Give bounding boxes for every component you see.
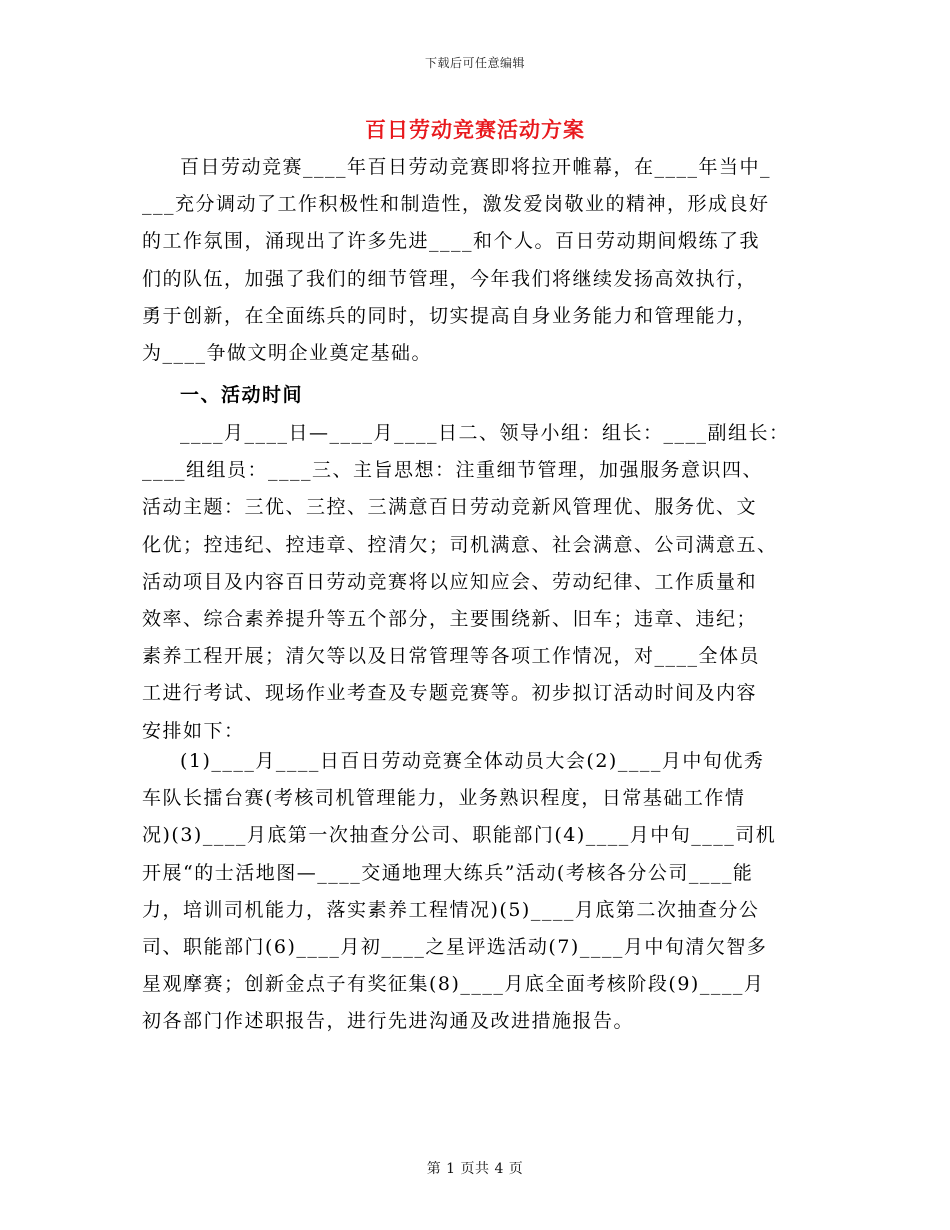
paragraph-line: 的工作氛围，涌现出了许多先进____和个人。百日劳动期间煅练了我 <box>142 230 761 253</box>
paragraph-line: 车队长擂台赛(考核司机管理能力，业务熟识程度，日常基础工作情 <box>142 787 746 810</box>
paragraph-line: ___充分调动了工作积极性和制造性，激发爱岗敬业的精神，形成良好 <box>142 193 770 216</box>
activity-details-paragraph <box>142 415 810 750</box>
paragraph-line: 况)(3)____月底第一次抽查分公司、职能部门(4)____月中旬____司机 <box>142 824 777 847</box>
paragraph-line: 活动项目及内容百日劳动竞赛将以应知应会、劳动纪律、工作质量和 <box>142 570 758 593</box>
paragraph-line: 工进行考试、现场作业考查及专题竞赛等。初步拟订活动时间及内容 <box>142 682 758 705</box>
paragraph-line: 安排如下： <box>142 719 245 742</box>
paragraph-line: 们的队伍，加强了我们的细节管理，今年我们将继续发扬高效执行， <box>142 267 758 290</box>
paragraph-line: 活动主题：三优、三控、三满意百日劳动竞新风管理优、服务优、文 <box>142 496 758 519</box>
paragraph-line: 司、职能部门(6)____月初____之星评选活动(7)____月中旬清欠智多 <box>142 936 768 959</box>
paragraph-line: 勇于创新，在全面练兵的同时，切实提高自身业务能力和管理能力， <box>142 304 758 327</box>
paragraph-line: 效率、综合素养提升等五个部分，主要围绕新、旧车；违章、违纪； <box>142 608 758 631</box>
page-footer: 第 1 页共 4 页 <box>426 1161 524 1177</box>
paragraph-line: 力，培训司机能力，落实素养工程情况)(5)____月底第二次抽查分公 <box>142 898 760 921</box>
schedule-paragraph <box>142 743 810 1041</box>
paragraph-line: ____月____日—____月____日二、领导小组：组长：____副组长： <box>180 422 790 444</box>
paragraph-line: (1)____月____日百日劳动竞赛全体动员大会(2)____月中旬优秀 <box>180 750 765 772</box>
document-title: 百日劳动竞赛活动方案 <box>365 117 585 142</box>
paragraph-line: 素养工程开展；清欠等以及日常管理等各项工作情况，对____全体员 <box>142 645 761 668</box>
header-note: 下载后可任意编辑 <box>424 56 525 70</box>
paragraph-line: 为____争做文明企业奠定基础。 <box>142 342 433 365</box>
paragraph-line: 星观摩赛；创新金点子有奖征集(8)____月底全面考核阶段(9)____月 <box>142 973 765 996</box>
section-heading: 一、活动时间 <box>180 384 304 406</box>
section-heading-activity-time <box>142 377 810 414</box>
paragraph-line: 化优；控违纪、控违章、控清欠；司机满意、社会满意、公司满意五、 <box>142 533 778 556</box>
paragraph-line: 初各部门作述职报告，进行先进沟通及改进措施报告。 <box>142 1010 635 1033</box>
paragraph-line: ____组组员：____三、主旨思想：注重细节管理，加强服务意识四、 <box>142 459 764 482</box>
intro-paragraph <box>142 149 810 372</box>
paragraph-line: 百日劳动竞赛____年百日劳动竞赛即将拉开帷幕，在____年当中_ <box>180 156 772 178</box>
paragraph-line: 开展“的士活地图—____交通地理大练兵”活动(考核各分公司____能 <box>142 861 754 884</box>
